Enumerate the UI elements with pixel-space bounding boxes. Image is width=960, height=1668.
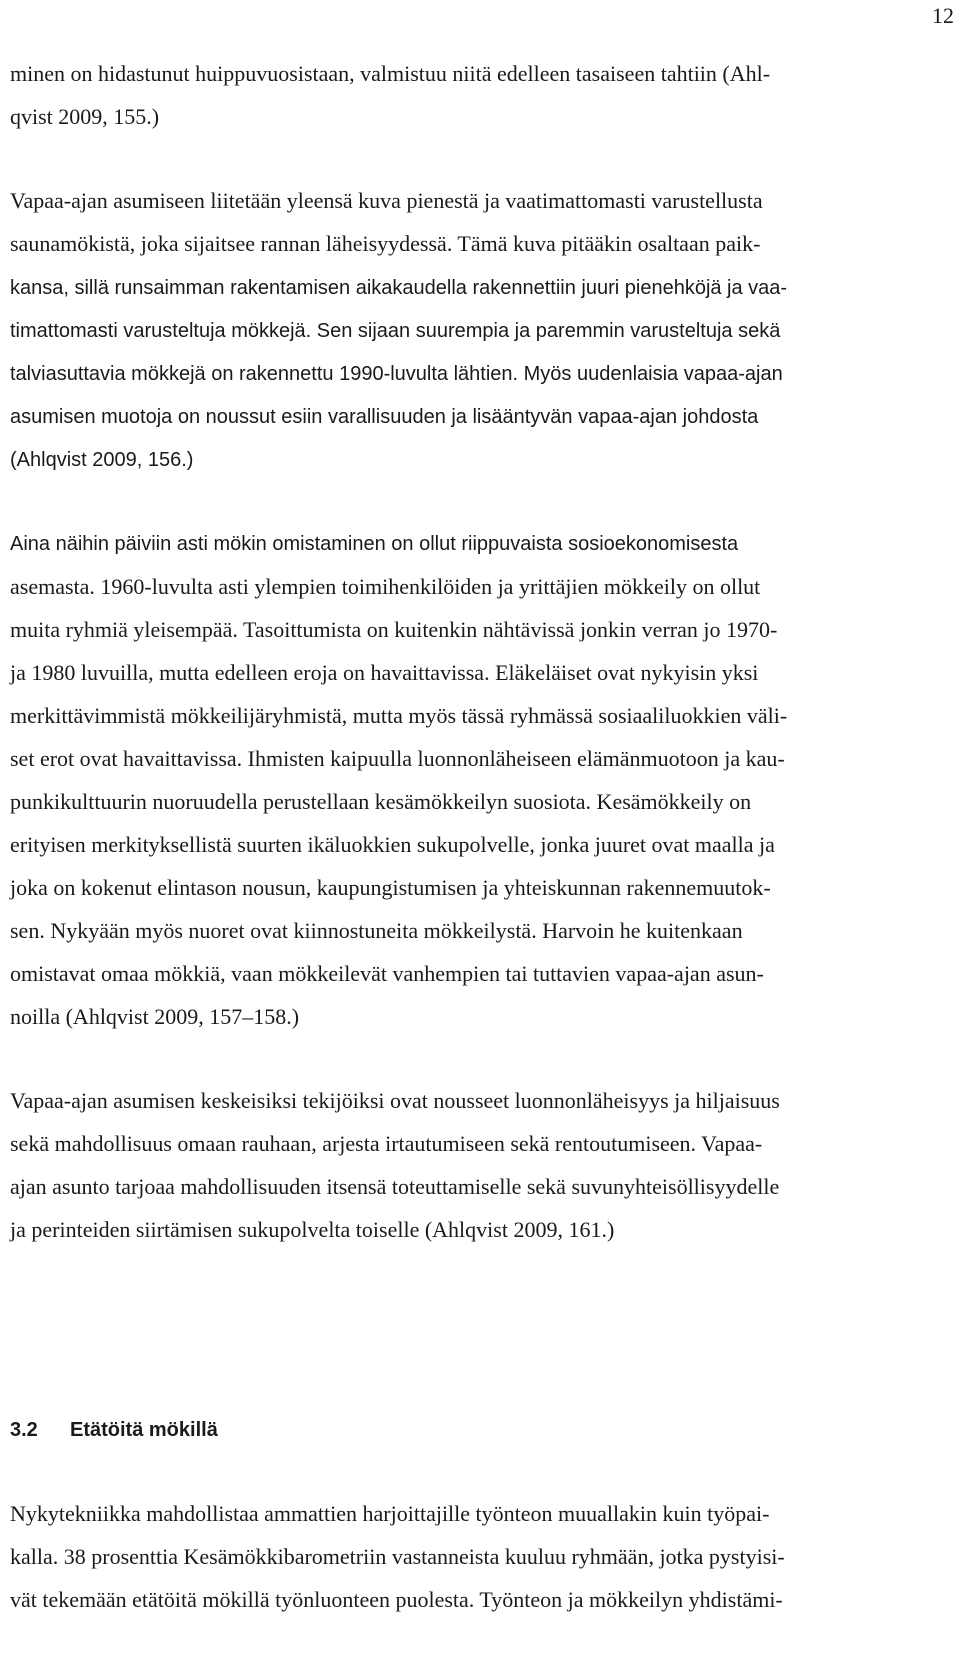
text-line: ajan asunto tarjoaa mahdollisuuden itsensä toteuttamiselle sekä suvunyhteisöllisyydelle [10,1174,780,1199]
section-number: 3.2 [10,1419,38,1441]
text-line: vät tekemään etätöitä mökillä työnluonteen puolesta. Työnteon ja mökkeilyn yhdistämi- [10,1587,783,1612]
text-line: noilla (Ahlqvist 2009, 157–158.) [10,1004,300,1029]
text-line: kansa, sillä runsaimman rakentamisen aikakaudella rakennettiin juuri pienehköjä ja vaa- [10,277,788,299]
text-line: merkittävimmistä mökkeilijäryhmistä, mutta myös tässä ryhmässä sosiaaliluokkien väli- [10,703,788,728]
text-line: saunamökistä, joka sijaitsee rannan läheisyydessä. Tämä kuva pitääkin osaltaan paik- [10,231,761,256]
text-line: Vapaa-ajan asumisen keskeisiksi tekijöiksi ovat nousseet luonnonläheisyys ja hiljaisuus [10,1088,780,1113]
page-number: 12 [932,3,954,28]
text-line: timattomasti varusteltuja mökkejä. Sen sijaan suurempia ja paremmin varusteltuja sekä [10,320,781,342]
text-line: omistavat omaa mökkiä, vaan mökkeilevät vanhempien tai tuttavien vapaa-ajan asun- [10,961,764,986]
text-line: sen. Nykyään myös nuoret ovat kiinnostuneita mökkeilystä. Harvoin he kuitenkaan [10,918,743,943]
text-line: joka on kokenut elintason nousun, kaupungistumisen ja yhteiskunnan rakennemuutok- [10,875,771,900]
text-line: minen on hidastunut huippuvuosistaan, valmistuu niitä edelleen tasaiseen tahtiin (Ahl- [10,61,771,86]
text-line: sekä mahdollisuus omaan rauhaan, arjesta irtautumiseen sekä rentoutumiseen. Vapaa- [10,1131,763,1156]
text-line: kalla. 38 prosenttia Kesämökkibarometriin vastanneista kuuluu ryhmään, jotka pystyisi- [10,1544,785,1569]
text-line: asemasta. 1960-luvulta asti ylempien toimihenkilöiden ja yrittäjien mökkeily on ollut [10,574,761,599]
text-line: qvist 2009, 155.) [10,104,160,129]
text-line: Vapaa-ajan asumiseen liitetään yleensä kuva pienestä ja vaatimattomasti varustellusta [10,188,763,213]
text-line: punkikulttuurin nuoruudella perustellaan kesämökkeilyn suosiota. Kesämökkeily on [10,789,752,814]
text-line: set erot ovat havaittavissa. Ihmisten kaipuulla luonnonläheiseen elämänmuotoon ja kau- [10,746,785,771]
text-line: ja perinteiden siirtämisen sukupolvelta toiselle (Ahlqvist 2009, 161.) [10,1217,615,1242]
text-line: asumisen muotoja on noussut esiin varallisuuden ja lisääntyvän vapaa-ajan johdosta [10,406,759,428]
text-line: muita ryhmiä yleisempää. Tasoittumista on kuitenkin nähtävissä jonkin verran jo 1970- [10,617,778,642]
text-line: (Ahlqvist 2009, 156.) [10,449,194,471]
text-line: Aina näihin päiviin asti mökin omistaminen on ollut riippuvaista sosioekonomisesta [10,533,739,555]
section-heading [10,1416,218,1444]
text-line: Nykytekniikka mahdollistaa ammattien harjoittajille työnteon muuallakin kuin työpai- [10,1501,770,1526]
text-line: ja 1980 luvuilla, mutta edelleen eroja on havaittavissa. Eläkeläiset ovat nykyisin yksi [10,660,759,685]
section-title: Etätöitä mökillä [70,1419,218,1441]
text-line: talviasuttavia mökkejä on rakennettu 1990-luvulta lähtien. Myös uudenlaisia vapaa-ajan [10,363,783,385]
text-line: erityisen merkityksellistä suurten ikäluokkien sukupolvelle, jonka juuret ovat maalla ja [10,832,775,857]
